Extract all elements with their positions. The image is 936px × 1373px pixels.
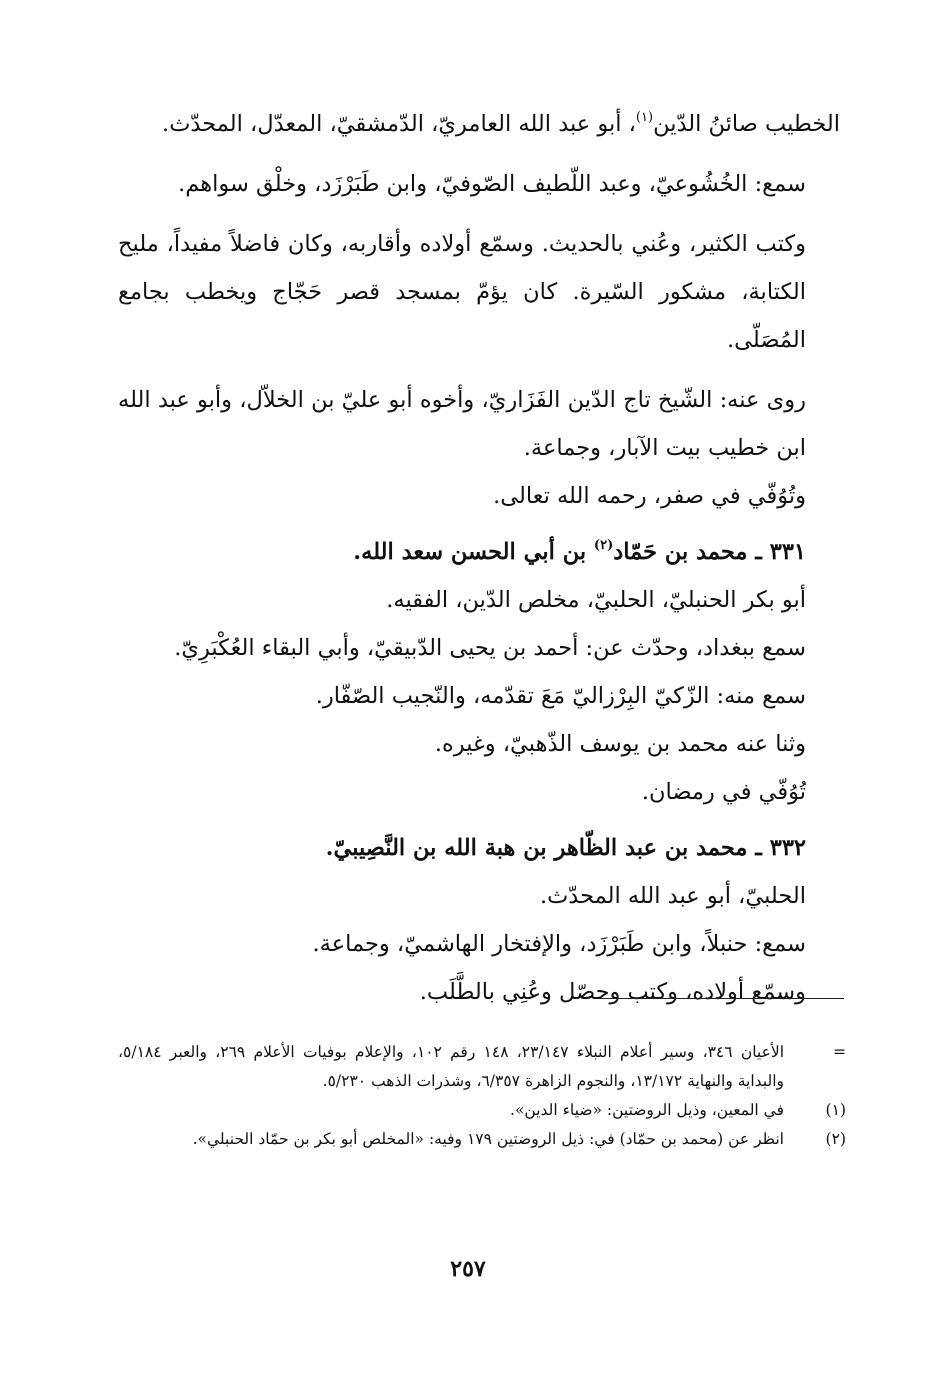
paragraph-death: وتُوُفّي في صفر، رحمه الله تعالى. xyxy=(493,483,806,509)
footnote-ref-2[interactable]: (٢) xyxy=(593,537,614,553)
footnote-text: في المعين، وذيل الروضتين: «ضياء الدين». xyxy=(510,1101,784,1119)
entry-331-title xyxy=(118,528,840,576)
footnote-text: انظر عن (محمد بن حمّاد) في: ذيل الروضتين ١٧٩ وفيه: «المخلص أبو بكر بن حمّاد الحنبلي». xyxy=(192,1130,784,1148)
paragraph-teachers: سمع: الخُشُوعيّ، وعبد اللّطيف الصّوفيّ، وابن طَبَرْزَد، وخلْق سواهم. xyxy=(178,171,806,197)
entry-332-line: الحلبيّ، أبو عبد الله المحدّث. xyxy=(539,883,806,909)
paragraph-students: روى عنه: الشّيخ تاج الدّين الفَزَاريّ، وأخوه أبو عليّ بن الخلاّل، وأبو عبد الله ابن خطيب بيت الآبار، وجماعة. xyxy=(118,387,806,461)
footnote-2 xyxy=(118,1125,846,1154)
entry-331-line: سمع منه: الزّكيّ البِرْزاليّ مَعَ تقدّمه، والنّجيب الصّفّار. xyxy=(315,683,806,709)
footnote-continued xyxy=(118,1038,846,1096)
footnotes xyxy=(118,1038,846,1154)
entry-331-line: وثنا عنه محمد بن يوسف الذّهبيّ، وغيره. xyxy=(434,731,806,757)
footnote-mark: (١) xyxy=(825,1101,846,1119)
entry-331-line: أبو بكر الحنبليّ، الحلبيّ، مخلص الدّين، الفقيه. xyxy=(386,587,806,613)
paragraph-text: ، أبو عبد الله العامريّ، الدّمشقيّ، المعدّل، المحدّث. xyxy=(162,111,636,137)
footnote-mark: = xyxy=(833,1043,846,1061)
main-text xyxy=(118,100,840,1016)
entry-332-title: ٣٣٢ ـ محمد بن عبد الظّاهر بن هبة الله بن النَّصِيبيّ. xyxy=(325,835,806,861)
paragraph-biography: وكتب الكثير، وعُني بالحديث. وسمّع أولاده وأقاربه، وكان فاضلاً مفيداً، مليح الكتابة، مشكور السّيرة. كان يؤمّ بمسجد قصر حَجّاج ويخطب بجامع المُصَلّى. xyxy=(118,231,806,353)
entry-331-line: سمع ببغداد، وحدّث عن: أحمد بن يحيى الدّبيقيّ، وأبي البقاء العُكْبَرِيّ. xyxy=(174,635,806,661)
entry-331-line: تُوُفّي في رمضان. xyxy=(641,779,806,805)
page-number: ٢٥٧ xyxy=(450,1256,486,1282)
footnote-text: الأعيان ٣٤٦، وسير أعلام النبلاء ٢٣/١٤٧، ١٤٨ رقم ١٠٢، والإعلام بوفيات الأعلام ٢٦٩، والعبر ٥/١٨٤، والبداية والنهاية ١٣/١٧٢، والنجوم الزاهرة ٦/٣٥٧، وشذرات الذهب ٥/٢٣٠. xyxy=(118,1043,785,1090)
entry-332-line: وسمّع أولاده، وكتب وحصّل وعُنِي بالطَّلَب. xyxy=(419,979,806,1005)
footnote-1 xyxy=(118,1096,846,1125)
footnote-mark: (٢) xyxy=(825,1130,846,1148)
entry-title-text: بن أبي الحسن سعد الله. xyxy=(353,539,594,565)
paragraph-text: الخطيب صائنُ الدّين xyxy=(653,111,840,137)
entry-332-line: سمع: حنبلاً، وابن طَبَرْزَد، والإفتخار الهاشميّ، وجماعة. xyxy=(312,931,806,957)
footnote-divider xyxy=(596,998,844,999)
entry-title-text: ٣٣١ ـ محمد بن حَمّاد xyxy=(613,539,806,565)
footnote-ref-1[interactable]: (١) xyxy=(635,109,654,125)
paragraph-continuation xyxy=(118,100,840,148)
